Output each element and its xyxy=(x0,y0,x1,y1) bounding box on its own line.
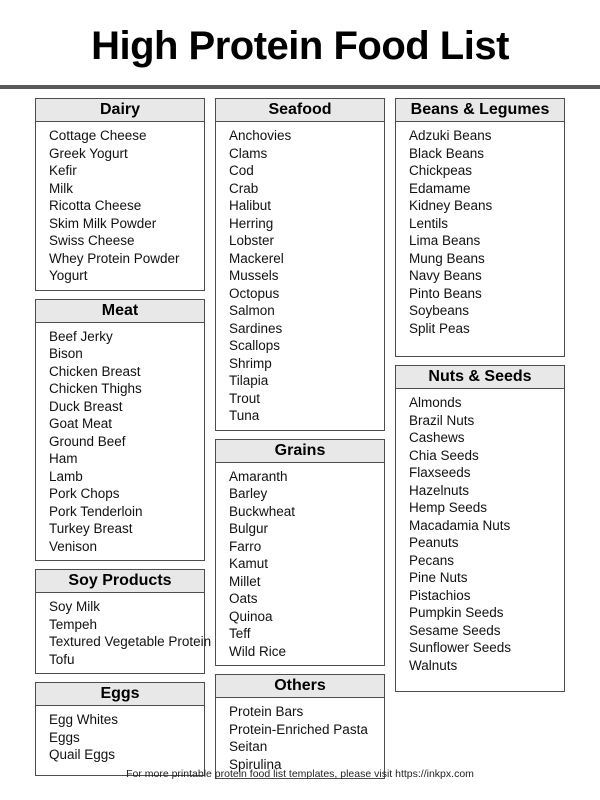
food-item: Cod xyxy=(229,163,254,178)
food-item: Hemp Seeds xyxy=(409,500,488,515)
food-item: Adzuki Beans xyxy=(409,128,492,143)
food-item: Kamut xyxy=(229,556,269,571)
food-item: Pecans xyxy=(409,552,455,568)
food-item: Whey Protein Powder xyxy=(49,250,180,266)
food-item: Eggs xyxy=(49,729,80,745)
section-grains xyxy=(215,439,385,667)
food-item: Edamame xyxy=(409,180,471,196)
food-item: Mussels xyxy=(229,268,279,283)
food-item: Tofu xyxy=(49,651,75,667)
column-right xyxy=(395,98,565,779)
food-item: Crab xyxy=(229,180,259,196)
section-item-list xyxy=(395,389,565,692)
food-item: Kefir xyxy=(49,163,77,178)
section-title: Soy Products xyxy=(35,569,205,593)
food-item: Quail Eggs xyxy=(49,747,116,762)
food-item: Sesame Seeds xyxy=(409,622,501,638)
food-item: Black Beans xyxy=(409,145,485,161)
food-item: Mung Beans xyxy=(409,250,485,266)
food-item: Pistachios xyxy=(409,587,471,603)
section-title: Meat xyxy=(35,299,205,323)
food-item: Duck Breast xyxy=(49,398,123,414)
food-item: Farro xyxy=(229,538,262,554)
food-item: Milk xyxy=(49,180,73,196)
food-item: Walnuts xyxy=(409,657,458,673)
food-item: Chia Seeds xyxy=(409,447,479,463)
food-item: Buckwheat xyxy=(229,503,296,519)
food-item: Chickpeas xyxy=(409,163,473,178)
food-item: Ricotta Cheese xyxy=(49,198,142,213)
food-item: Oats xyxy=(229,591,258,606)
section-item-list xyxy=(215,698,385,779)
food-item: Amaranth xyxy=(229,468,288,484)
food-item: Goat Meat xyxy=(49,416,113,431)
food-item: Quinoa xyxy=(229,608,273,624)
section-item-list xyxy=(395,122,565,357)
section-item-list xyxy=(215,463,385,667)
food-list-columns xyxy=(0,89,600,779)
food-item: Soybeans xyxy=(409,303,470,318)
food-item: Venison xyxy=(49,538,98,554)
section-meat xyxy=(35,299,205,562)
section-item-list xyxy=(35,706,205,776)
food-item: Tuna xyxy=(229,408,260,423)
food-item: Soy Milk xyxy=(49,599,101,614)
section-nuts-seeds xyxy=(395,365,565,692)
food-item: Lamb xyxy=(49,468,83,484)
food-item: Protein-Enriched Pasta xyxy=(229,721,368,737)
food-item: Bison xyxy=(49,346,83,361)
food-item: Turkey Breast xyxy=(49,521,133,536)
food-item: Lobster xyxy=(229,233,275,248)
section-soy-products xyxy=(35,569,212,674)
food-item: Egg Whites xyxy=(49,712,119,727)
food-item: Pine Nuts xyxy=(409,570,468,585)
section-beans-legumes xyxy=(395,98,565,357)
column-left xyxy=(35,98,212,779)
food-item: Hazelnuts xyxy=(409,482,470,498)
section-item-list xyxy=(35,122,205,291)
food-item: Halibut xyxy=(229,198,272,213)
food-item: Anchovies xyxy=(229,128,292,143)
food-item: Bulgur xyxy=(229,521,269,536)
food-item: Ground Beef xyxy=(49,433,126,449)
food-item: Swiss Cheese xyxy=(49,233,135,248)
food-item: Lima Beans xyxy=(409,233,481,248)
food-item: Textured Vegetable Protein xyxy=(49,634,212,649)
page-title: High Protein Food List xyxy=(91,24,509,68)
food-item: Macadamia Nuts xyxy=(409,517,511,533)
food-item: Scallops xyxy=(229,338,281,353)
section-title: Nuts & Seeds xyxy=(395,365,565,389)
section-item-list xyxy=(215,122,385,431)
food-item: Salmon xyxy=(229,303,275,318)
food-item: Sunflower Seeds xyxy=(409,640,512,655)
food-item: Peanuts xyxy=(409,535,459,550)
food-item: Kidney Beans xyxy=(409,198,493,213)
section-eggs xyxy=(35,682,205,776)
food-item: Greek Yogurt xyxy=(49,145,128,161)
section-others xyxy=(215,674,385,779)
food-item: Pork Chops xyxy=(49,486,120,501)
food-item: Wild Rice xyxy=(229,643,287,659)
food-item: Protein Bars xyxy=(229,704,304,719)
food-item: Sardines xyxy=(229,320,283,336)
section-dairy xyxy=(35,98,205,291)
food-item: Seitan xyxy=(229,739,268,754)
food-item: Flaxseeds xyxy=(409,465,471,480)
food-item: Tilapia xyxy=(229,373,269,388)
food-item: Skim Milk Powder xyxy=(49,215,157,231)
food-item: Chicken Breast xyxy=(49,363,141,379)
section-title: Seafood xyxy=(215,98,385,122)
section-item-list xyxy=(35,593,212,674)
section-title: Others xyxy=(215,674,385,698)
food-item: Spirulina xyxy=(229,756,282,772)
food-item: Millet xyxy=(229,573,261,589)
food-item: Clams xyxy=(229,145,268,161)
food-item: Teff xyxy=(229,626,251,641)
food-item: Herring xyxy=(229,215,274,231)
food-item: Octopus xyxy=(229,285,280,301)
food-item: Pinto Beans xyxy=(409,285,482,301)
section-title: Beans & Legumes xyxy=(395,98,565,122)
food-item: Pork Tenderloin xyxy=(49,503,143,519)
food-item: Mackerel xyxy=(229,250,284,266)
section-title: Grains xyxy=(215,439,385,463)
food-item: Brazil Nuts xyxy=(409,412,475,428)
food-item: Almonds xyxy=(409,395,462,410)
food-item: Barley xyxy=(229,486,268,501)
food-item: Lentils xyxy=(409,215,449,231)
food-item: Split Peas xyxy=(409,320,470,336)
food-item: Shrimp xyxy=(229,355,272,371)
food-item: Trout xyxy=(229,390,261,406)
food-item: Navy Beans xyxy=(409,268,482,283)
footer-credit: For more printable protein food list templates, please visit https://inkpx.com xyxy=(126,768,474,780)
food-item: Beef Jerky xyxy=(49,328,113,344)
food-item: Pumpkin Seeds xyxy=(409,605,504,620)
column-middle xyxy=(215,98,385,779)
food-item: Ham xyxy=(49,451,78,466)
food-item: Chicken Thighs xyxy=(49,381,142,396)
section-item-list xyxy=(35,323,205,562)
food-item: Cottage Cheese xyxy=(49,128,147,143)
food-item: Yogurt xyxy=(49,268,88,283)
section-title: Eggs xyxy=(35,682,205,706)
section-title: Dairy xyxy=(35,98,205,122)
section-seafood xyxy=(215,98,385,431)
food-item: Tempeh xyxy=(49,616,98,632)
food-item: Cashews xyxy=(409,430,465,445)
